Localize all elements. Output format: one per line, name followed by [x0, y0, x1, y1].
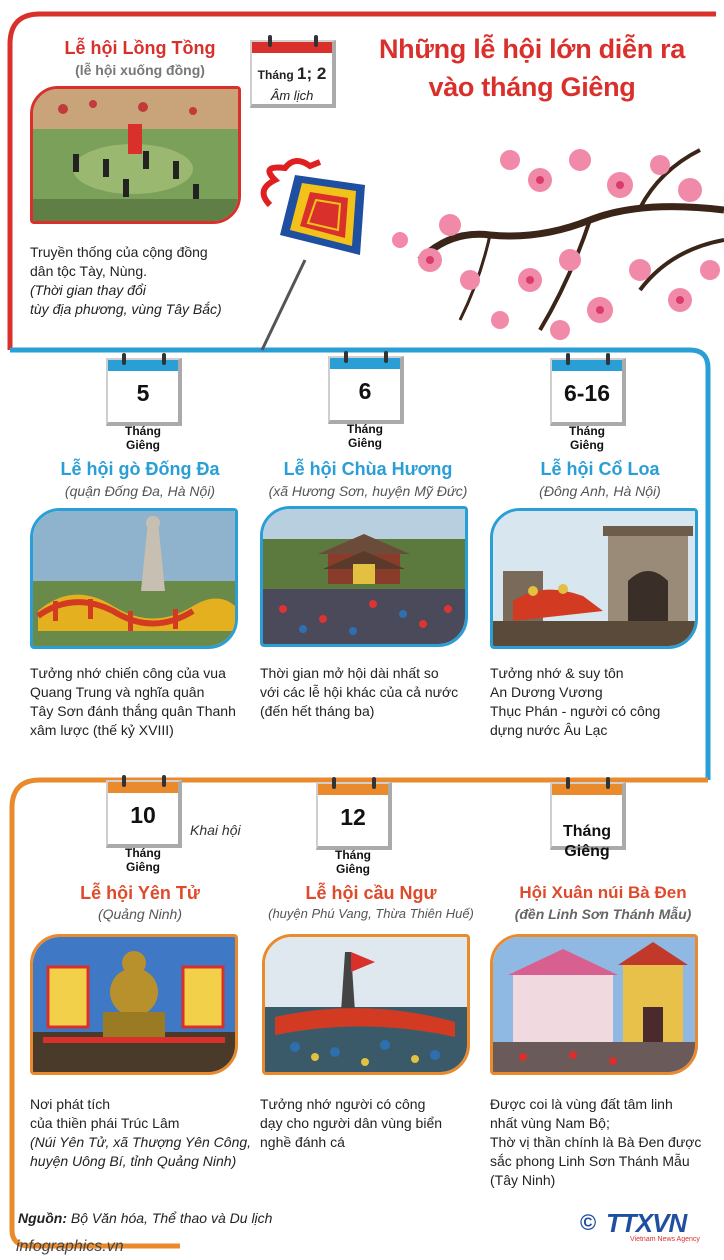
source-text: Bộ Văn hóa, Thể thao và Du lịch	[70, 1210, 273, 1226]
festival-place-yen-tu: (Quảng Ninh)	[97, 906, 183, 922]
desc-line: Tây Sơn đánh thắng quân Thanh	[30, 703, 236, 719]
festival-desc-yen-tu	[30, 1095, 255, 1171]
calendar-month: Tháng Giêng	[125, 424, 161, 452]
desc-line-italic: (Thời gian thay đổi	[30, 282, 146, 298]
festival-place-cau-ngu: (huyện Phú Vang, Thừa Thiên Huế)	[268, 906, 474, 921]
festival-desc-ba-den	[490, 1095, 718, 1190]
desc-line: nghề đánh cá	[260, 1134, 345, 1150]
logo-text: TTXVN	[606, 1208, 687, 1238]
desc-line: Tưởng nhớ người có công	[260, 1096, 426, 1112]
desc-line: (đến hết tháng ba)	[260, 703, 375, 719]
calendar-dong-da	[106, 358, 182, 452]
festival-name-ba-den: Hội Xuân núi Bà Đen	[519, 883, 687, 902]
photo-chua-huong	[260, 506, 468, 647]
logo-subtitle: Vietnam News Agency	[630, 1236, 700, 1243]
photo-yen-tu	[30, 934, 238, 1075]
desc-line: (Tây Ninh)	[490, 1172, 556, 1188]
desc-line: nhất vùng Nam Bộ;	[490, 1115, 610, 1131]
calendar-day: 6	[358, 378, 372, 404]
desc-line: dạy cho người dân vùng biển	[260, 1115, 443, 1131]
photo-ba-den	[490, 934, 698, 1075]
festival-name-long-tong: Lễ hội Lồng Tồng	[64, 38, 216, 58]
desc-line: với các lễ hội khác của cả nước	[260, 684, 459, 700]
desc-line: Nơi phát tích	[30, 1096, 110, 1112]
festival-place-chua-huong: (xã Hương Sơn, huyện Mỹ Đức)	[268, 483, 468, 499]
desc-line-italic: huyện Uông Bí, tỉnh Quảng Ninh)	[30, 1153, 237, 1169]
desc-line: Truyền thống của cộng đồng	[30, 244, 208, 260]
festival-place-dong-da: (quận Đống Đa, Hà Nội)	[64, 483, 216, 499]
opening-note: Khai hội	[190, 822, 241, 838]
festival-desc-cau-ngu	[260, 1095, 485, 1152]
calendar-big-2: Giêng	[564, 843, 610, 860]
calendar-month: Tháng Giêng	[347, 422, 383, 450]
desc-line: Tưởng nhớ & suy tôn	[490, 665, 624, 681]
calendar-day: 6-16	[563, 380, 611, 406]
festival-name-dong-da: Lễ hội gò Đống Đa	[60, 459, 220, 479]
desc-line-italic: (Núi Yên Tử, xã Thượng Yên Công,	[30, 1134, 252, 1150]
title-line-1: Những lễ hội lớn diễn ra	[378, 34, 686, 64]
desc-line-italic: tùy địa phương, vùng Tây Bắc)	[30, 301, 222, 317]
calendar-cau-ngu	[316, 782, 392, 876]
festival-desc-chua-huong	[260, 664, 485, 721]
desc-line: của thiền phái Trúc Lâm	[30, 1115, 180, 1131]
calendar-co-loa	[550, 358, 626, 452]
desc-line: sắc phong Linh Sơn Thánh Mẫu	[490, 1153, 690, 1169]
festival-place-co-loa: (Đông Anh, Hà Nội)	[539, 483, 661, 499]
calendar-month: Tháng Giêng	[335, 848, 371, 876]
calendar-day: 10	[130, 802, 156, 828]
desc-line: dựng nước Âu Lạc	[490, 722, 608, 738]
photo-cau-ngu	[262, 934, 470, 1075]
calendar-month-prefix: Tháng	[257, 68, 294, 82]
festival-name-yen-tu: Lễ hội Yên Tử	[80, 883, 200, 903]
festival-desc-dong-da	[30, 664, 255, 740]
ttxvn-logo	[580, 1208, 710, 1244]
site-name: infographics.vn	[16, 1238, 124, 1255]
calendar-ba-den	[550, 782, 626, 860]
desc-line: Được coi là vùng đất tâm linh	[490, 1096, 673, 1112]
page-title	[352, 30, 712, 106]
festival-desc-co-loa	[490, 664, 710, 740]
source-line	[18, 1210, 272, 1226]
calendar-month: Tháng Giêng	[125, 846, 161, 874]
desc-line: Tưởng nhớ chiến công của vua	[30, 665, 226, 681]
calendar-chua-huong	[328, 356, 404, 450]
photo-long-tong	[30, 86, 241, 224]
festival-name-cau-ngu: Lễ hội cầu Ngư	[305, 883, 437, 903]
calendar-day: 5	[136, 380, 150, 406]
festival-desc-long-tong	[30, 243, 260, 319]
calendar-days: 1; 2	[297, 64, 327, 83]
title-line-2: vào tháng Giêng	[428, 72, 636, 102]
festival-name-co-loa: Lễ hội Cổ Loa	[540, 459, 660, 479]
festival-name-chua-huong: Lễ hội Chùa Hương	[283, 459, 453, 479]
desc-line: dân tộc Tày, Nùng.	[30, 263, 147, 279]
desc-line: An Dương Vương	[490, 684, 603, 700]
calendar-yen-tu	[106, 780, 182, 874]
blossom-branch-illustration	[340, 130, 724, 350]
copyright-icon: ©	[580, 1210, 597, 1235]
calendar-month: Tháng Giêng	[569, 424, 605, 452]
calendar-big-1: Tháng	[563, 823, 611, 840]
festival-place-long-tong: (lễ hội xuống đồng)	[75, 62, 205, 78]
calendar-day: 12	[340, 804, 366, 830]
source-label: Nguồn:	[18, 1210, 67, 1226]
desc-line: Quang Trung và nghĩa quân	[30, 684, 205, 700]
desc-line: Thờ vị thần chính là Bà Đen được	[490, 1134, 702, 1150]
calendar-long-tong	[250, 40, 336, 108]
photo-dong-da	[30, 508, 238, 649]
photo-co-loa	[490, 508, 698, 649]
festival-place-ba-den: (đền Linh Sơn Thánh Mẫu)	[514, 906, 692, 922]
desc-line: Thời gian mở hội dài nhất so	[260, 665, 439, 681]
desc-line: Thục Phán - người có công	[490, 703, 661, 719]
desc-line: xâm lược (thế kỷ XVIII)	[30, 722, 174, 738]
calendar-sub: Âm lịch	[270, 88, 314, 103]
